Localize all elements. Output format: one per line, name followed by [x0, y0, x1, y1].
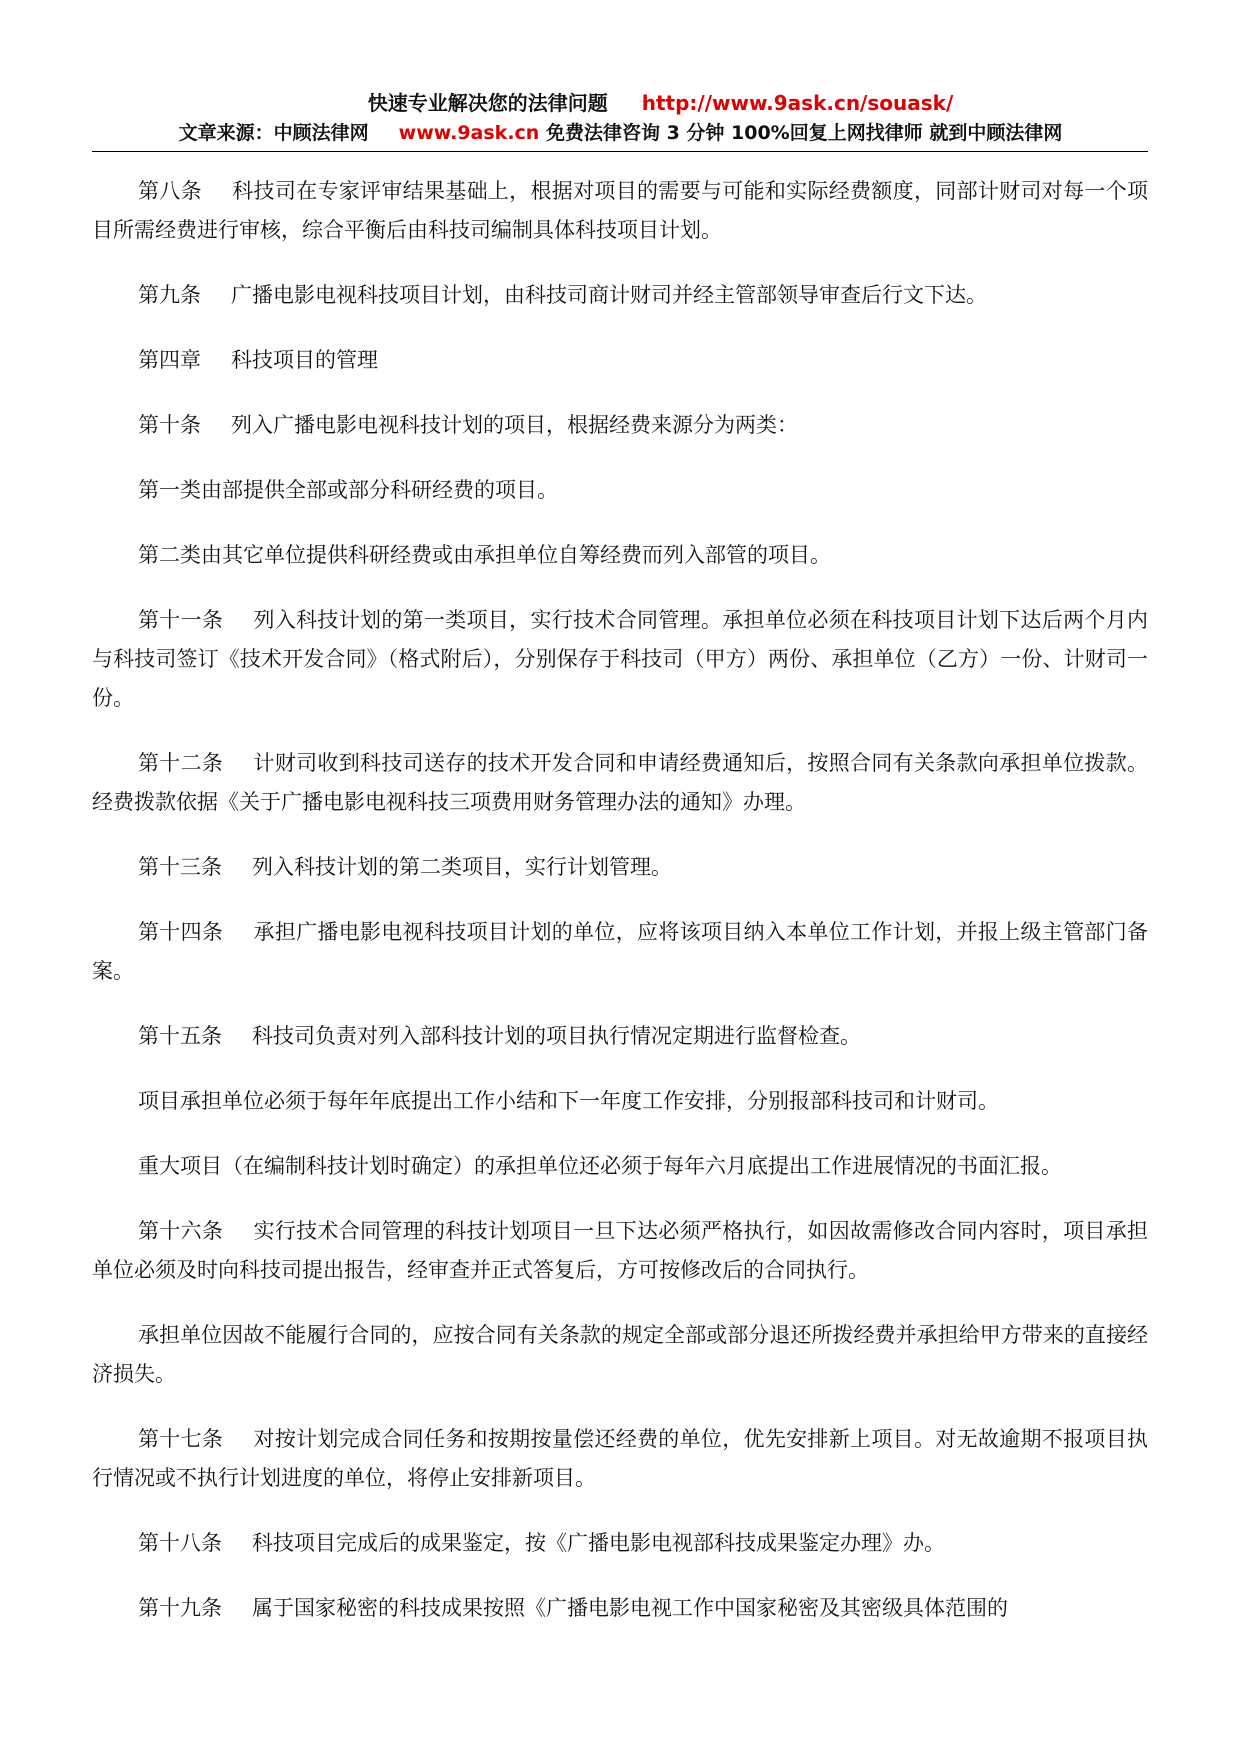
- paragraph-text: 列入科技计划的第一类项目，实行技术合同管理。承担单位必须在科技项目计划下达后两个月内与科技司签订《技术开发合同》（格式附后），分别保存于科技司（甲方）两份、承担单位（乙方）一份、计财司一份。: [92, 608, 1148, 710]
- paragraph-text: 广播电影电视科技项目计划，由科技司商计财司并经主管部领导审查后行文下达。: [231, 283, 987, 307]
- paragraph-text: 计财司收到科技司送存的技术开发合同和申请经费通知后，按照合同有关条款向承担单位拨款。经费拨款依据《关于广播电影电视科技三项费用财务管理办法的通知》办理。: [92, 751, 1148, 814]
- paragraph: [92, 913, 1148, 991]
- header-line-2: [0, 118, 1241, 148]
- article-label: 第十三条: [138, 855, 222, 879]
- article-label: 第八条: [138, 179, 202, 203]
- paragraph: [92, 276, 1148, 315]
- header-source: 文章来源：中顾法律网: [178, 122, 369, 144]
- chapter-title: 科技项目的管理: [231, 348, 378, 372]
- paragraph-text: 科技项目完成后的成果鉴定，按《广播电影电视部科技成果鉴定办理》办。: [252, 1531, 945, 1555]
- paragraph-text: 第二类由其它单位提供科研经费或由承担单位自筹经费而列入部管的项目。: [138, 543, 831, 567]
- article-label: 第十四条: [138, 920, 224, 944]
- paragraph-text: 对按计划完成合同任务和按期按量偿还经费的单位，优先安排新上项目。对无故逾期不报项目执行情况或不执行计划进度的单位，将停止安排新项目。: [92, 1427, 1148, 1490]
- paragraph-text: 承担单位因故不能履行合同的，应按合同有关条款的规定全部或部分退还所拨经费并承担给甲方带来的直接经济损失。: [92, 1323, 1148, 1386]
- paragraph-text: 科技司负责对列入部科技计划的项目执行情况定期进行监督检查。: [252, 1024, 861, 1048]
- article-label: 第十五条: [138, 1024, 222, 1048]
- header-link-souask[interactable]: http://www.9ask.cn/souask/: [641, 91, 954, 115]
- header-divider: [92, 151, 1148, 152]
- paragraph: [92, 1147, 1148, 1186]
- paragraph-text: 第一类由部提供全部或部分科研经费的项目。: [138, 478, 558, 502]
- paragraph: [92, 1420, 1148, 1498]
- header-tagline: 免费法律咨询 3 分钟 100%回复上网找律师 就到中顾法律网: [545, 122, 1063, 144]
- paragraph: [92, 1589, 1148, 1628]
- chapter-label: 第四章: [138, 348, 201, 372]
- paragraph: [92, 172, 1148, 250]
- header-line-1: [80, 88, 1241, 118]
- paragraph: [92, 1082, 1148, 1121]
- document-body: [92, 172, 1148, 1654]
- paragraph: [92, 1017, 1148, 1056]
- paragraph-text: 列入广播电影电视科技计划的项目，根据经费来源分为两类：: [231, 413, 798, 437]
- chapter-heading: [92, 341, 1148, 380]
- header-link-9ask[interactable]: www.9ask.cn: [398, 122, 540, 144]
- paragraph: [92, 848, 1148, 887]
- paragraph: [92, 1524, 1148, 1563]
- header-slogan: 快速专业解决您的法律问题: [367, 91, 608, 115]
- article-label: 第十一条: [138, 608, 224, 632]
- paragraph-text: 实行技术合同管理的科技计划项目一旦下达必须严格执行，如因故需修改合同内容时，项目承担单位必须及时向科技司提出报告，经审查并正式答复后，方可按修改后的合同执行。: [92, 1219, 1148, 1282]
- paragraph-text: 属于国家秘密的科技成果按照《广播电影电视工作中国家秘密及其密级具体范围的: [252, 1596, 1008, 1620]
- paragraph: [92, 471, 1148, 510]
- article-label: 第十七条: [138, 1427, 224, 1451]
- paragraph: [92, 536, 1148, 575]
- page-header: [0, 88, 1241, 148]
- paragraph: [92, 1212, 1148, 1290]
- paragraph: [92, 406, 1148, 445]
- paragraph-text: 列入科技计划的第二类项目，实行计划管理。: [252, 855, 672, 879]
- paragraph-text: 承担广播电影电视科技项目计划的单位，应将该项目纳入本单位工作计划，并报上级主管部门备案。: [92, 920, 1148, 983]
- paragraph-text: 重大项目（在编制科技计划时确定）的承担单位还必须于每年六月底提出工作进展情况的书面汇报。: [138, 1154, 1062, 1178]
- paragraph-text: 科技司在专家评审结果基础上，根据对项目的需要与可能和实际经费额度，同部计财司对每一个项目所需经费进行审核，综合平衡后由科技司编制具体科技项目计划。: [92, 179, 1149, 242]
- article-label: 第九条: [138, 283, 201, 307]
- paragraph: [92, 744, 1148, 822]
- paragraph: [92, 601, 1148, 718]
- article-label: 第十九条: [138, 1596, 222, 1620]
- article-label: 第十条: [138, 413, 201, 437]
- article-label: 第十八条: [138, 1531, 222, 1555]
- paragraph: [92, 1316, 1148, 1394]
- paragraph-text: 项目承担单位必须于每年年底提出工作小结和下一年度工作安排，分别报部科技司和计财司。: [138, 1089, 999, 1113]
- article-label: 第十六条: [138, 1219, 224, 1243]
- article-label: 第十二条: [138, 751, 224, 775]
